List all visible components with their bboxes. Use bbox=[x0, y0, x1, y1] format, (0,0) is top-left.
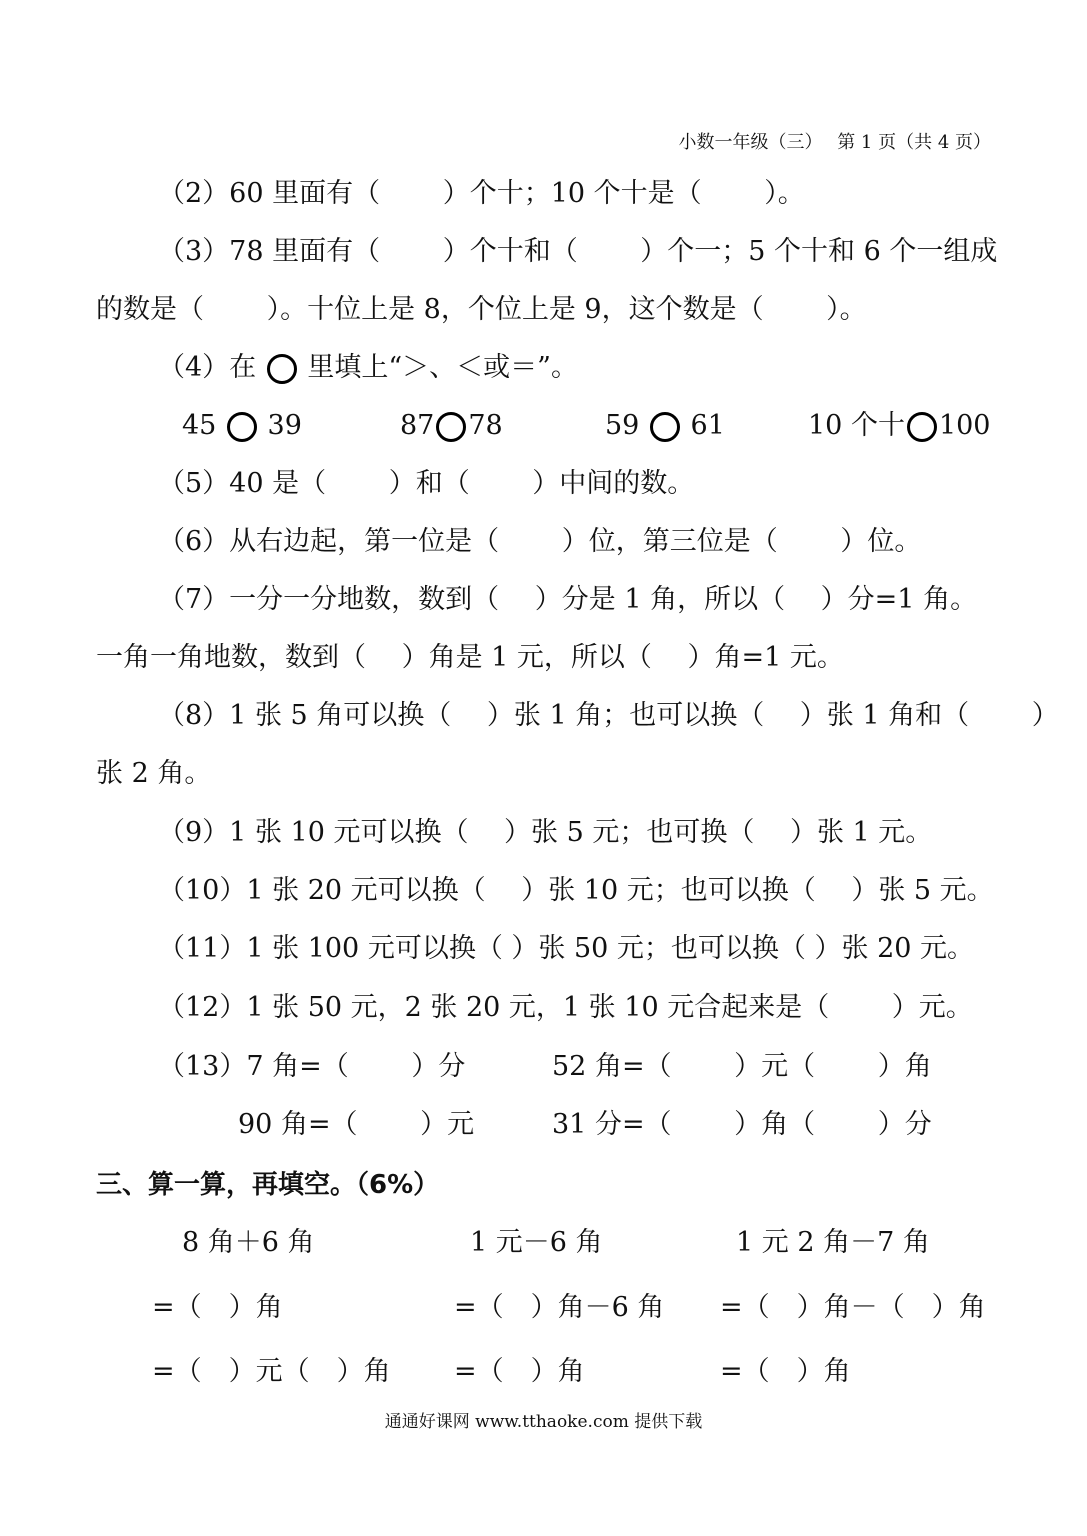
question-3-line2: 的数是（ ）。十位上是 8，个位上是 9，这个数是（ ）。 bbox=[96, 294, 867, 325]
compare-circle-icon[interactable] bbox=[436, 412, 466, 442]
compare-right: 39 bbox=[267, 410, 302, 441]
compare-right: 78 bbox=[468, 410, 503, 441]
compare-item bbox=[808, 410, 991, 442]
question-13-left-1: （13）7 角=（ ）分 bbox=[158, 1051, 466, 1082]
calc-col3-row2: =（ ）角－（ ）角 bbox=[720, 1292, 986, 1323]
question-8-line2: 张 2 角。 bbox=[96, 758, 212, 789]
question-7-line1: （7）一分一分地数，数到（ ）分是 1 角，所以（ ）分=1 角。 bbox=[158, 584, 978, 615]
question-3-line1: （3）78 里面有（ ）个十和（ ）个一；5 个十和 6 个一组成 bbox=[158, 236, 998, 267]
section-3-title: 三、算一算，再填空。（6%） bbox=[96, 1170, 440, 1200]
question-7-line2: 一角一角地数，数到（ ）角是 1 元，所以（ ）角=1 元。 bbox=[96, 642, 844, 673]
question-12: （12）1 张 50 元，2 张 20 元，1 张 10 元合起来是（ ）元。 bbox=[158, 992, 973, 1023]
calc-col3-row3: =（ ）角 bbox=[720, 1356, 851, 1387]
compare-item bbox=[400, 410, 503, 442]
compare-item bbox=[605, 410, 725, 442]
question-5: （5）40 是（ ）和（ ）中间的数。 bbox=[158, 468, 695, 499]
q4-suffix: 里填上“＞、＜或＝”。 bbox=[307, 352, 578, 383]
question-13-left-2: 90 角=（ ）元 bbox=[238, 1109, 475, 1140]
compare-left: 87 bbox=[400, 410, 435, 441]
compare-left: 45 bbox=[182, 410, 217, 441]
question-11: （11）1 张 100 元可以换（ ）张 50 元；也可以换（ ）张 20 元。 bbox=[158, 933, 975, 964]
compare-circle-icon bbox=[267, 354, 297, 384]
question-4 bbox=[158, 352, 578, 384]
q4-prefix: （4）在 bbox=[158, 352, 257, 383]
calc-col1-row1: 8 角＋6 角 bbox=[182, 1227, 315, 1258]
compare-right: 61 bbox=[690, 410, 725, 441]
calc-col1-row3: =（ ）元（ ）角 bbox=[152, 1356, 391, 1387]
question-9: （9）1 张 10 元可以换（ ）张 5 元；也可换（ ）张 1 元。 bbox=[158, 817, 933, 848]
question-6: （6）从右边起，第一位是（ ）位，第三位是（ ）位。 bbox=[158, 526, 922, 557]
question-10: （10）1 张 20 元可以换（ ）张 10 元；也可以换（ ）张 5 元。 bbox=[158, 875, 994, 906]
compare-left: 59 bbox=[605, 410, 640, 441]
question-2: （2）60 里面有（ ）个十；10 个十是（ ）。 bbox=[158, 178, 805, 209]
compare-circle-icon[interactable] bbox=[650, 412, 680, 442]
compare-right: 100 bbox=[938, 410, 991, 441]
page-header: 小数一年级（三） 第 1 页（共 4 页） bbox=[678, 132, 991, 153]
compare-circle-icon[interactable] bbox=[907, 412, 937, 442]
compare-left: 10 个十 bbox=[808, 410, 905, 441]
calc-col3-row1: 1 元 2 角－7 角 bbox=[736, 1227, 930, 1258]
calc-col2-row2: =（ ）角－6 角 bbox=[454, 1292, 665, 1323]
question-8-line1: （8）1 张 5 角可以换（ ）张 1 角；也可以换（ ）张 1 角和（ ） bbox=[158, 700, 1059, 731]
question-13-right-2: 31 分=（ ）角（ ）分 bbox=[552, 1109, 932, 1140]
calc-col2-row1: 1 元－6 角 bbox=[470, 1227, 603, 1258]
page-footer: 通通好课网 www.tthaoke.com 提供下载 bbox=[384, 1412, 703, 1432]
compare-circle-icon[interactable] bbox=[227, 412, 257, 442]
calc-col2-row3: =（ ）角 bbox=[454, 1356, 585, 1387]
compare-item bbox=[182, 410, 302, 442]
calc-col1-row2: =（ ）角 bbox=[152, 1292, 283, 1323]
question-13-right-1: 52 角=（ ）元（ ）角 bbox=[552, 1051, 932, 1082]
